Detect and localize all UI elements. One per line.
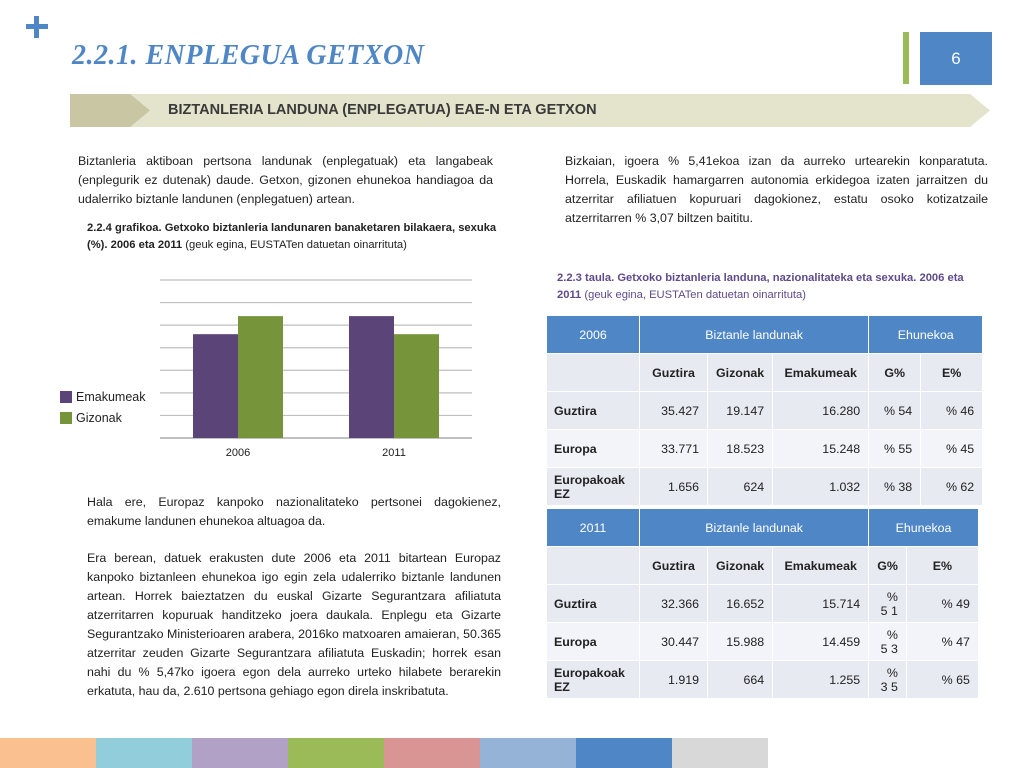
table-group-header: Biztanle landunak: [640, 316, 869, 354]
table-2011: [546, 508, 979, 699]
table-cell: % 49: [906, 585, 978, 623]
chart-bars: [193, 316, 439, 438]
bar-women-2011: [349, 316, 394, 438]
row-label: Europakoak EZ: [547, 661, 640, 699]
bar-men-2011: [394, 334, 439, 438]
table-cell: 35.427: [640, 392, 708, 430]
chart-caption-source: (geuk egina, EUSTATen datuetan oinarrituta): [182, 239, 407, 251]
legend-label-men: Gizonak: [76, 410, 122, 425]
legend-item-men: [60, 407, 145, 428]
column-header: Gizonak: [708, 354, 773, 392]
bar-men-2006: [238, 316, 283, 438]
table-cell: 18.523: [708, 430, 773, 468]
column-header: E%: [906, 547, 978, 585]
table-cell: 1.255: [773, 661, 869, 699]
bar-chart: [60, 270, 480, 470]
footer-stripe: [288, 738, 384, 768]
table-caption-bold: 2.2.3 taula. Getxoko biztanleria landuna, nazionalitateka eta sexuka. 2006 eta 2011: [557, 272, 964, 301]
left-para-3: Era berean, datuek erakusten dute 2006 eta 2011 bitartean Europaz kanpoko biztanleen ehunekoa igo egin zela udalerriko biztanle landunen artean. Horrek baieztatzen du euskal Gizarte Segurantzara afiliatuta atzerritarren kopuruak handitzeko joera daukala. Enplegu eta Gizarte Segurantzako Ministerioaren arabera, 2016ko matxoaren amaieran, 50.365 atzerritar zeuden Gizarte Segurantzara afiliatuta Euskadin; horrek esan nahi du % 5,47ko igoera egon dela aurreko urteko hilabete berarekin erkatuta, hau da, 2.610 pertsona gehiago egon direla inskribatuta.: [87, 551, 501, 698]
footer-stripe: [480, 738, 576, 768]
table-cell: 30.447: [640, 623, 708, 661]
page-title: 2.2.1. ENPLEGUA GETXON: [72, 40, 425, 71]
table-group-header: Biztanle landunak: [640, 509, 869, 547]
left-intro-text: Biztanleria aktiboan pertsona landunak (enplegatuak) eta langabeak (enplegurik ez dutenak) daude. Getxon, gizonen ehunekoa handiagoa da udalerriko biztanle landunen (enplegatuen) artean.: [78, 154, 493, 206]
column-header: Guztira: [640, 547, 708, 585]
table-cell: 664: [708, 661, 773, 699]
table-row: [547, 392, 983, 430]
column-header: Emakumeak: [773, 547, 869, 585]
row-label: Europa: [547, 623, 640, 661]
left-para-2: Hala ere, Europaz kanpoko nazionalitateko pertsonei dagokienez, emakume landunen ehunekoa altuagoa da.: [87, 495, 501, 528]
table-cell: % 54: [869, 392, 921, 430]
table-row: [547, 468, 983, 506]
bar-women-2006: [193, 334, 238, 438]
table-cell: 19.147: [708, 392, 773, 430]
table-corner: [547, 547, 640, 585]
table-cell: 16.280: [773, 392, 869, 430]
column-header: G%: [869, 354, 921, 392]
legend-label-women: Emakumeak: [76, 389, 146, 404]
table-cell: 14.459: [773, 623, 869, 661]
footer-stripe: [192, 738, 288, 768]
footer-stripe: [672, 738, 768, 768]
section-banner: [70, 94, 990, 127]
footer-stripe: [96, 738, 192, 768]
table-2006: [546, 315, 983, 506]
table-row: [547, 585, 979, 623]
right-intro-text: Bizkaian, igoera % 5,41ekoa izan da aurreko urtearekin konparatuta. Horrela, Euskadik hamargarren autonomia erkidegoa izaten jarraitzen du atzerritar afiliatuen kopuruari dagokionez, estatu osoko kotizatzaile atzerritarren % 3,07 biltzen baititu.: [565, 154, 988, 225]
accent-divider: [903, 32, 909, 84]
table-cell: 624: [708, 468, 773, 506]
x-tick-label: 2006: [225, 447, 251, 459]
table-pct-header: Ehunekoa: [869, 509, 979, 547]
table-cell: 33.771: [640, 430, 708, 468]
table-cell: 16.652: [708, 585, 773, 623]
table-cell: % 62: [921, 468, 983, 506]
table-cell: 15.988: [708, 623, 773, 661]
plus-icon: [26, 16, 48, 38]
footer-stripe: [0, 738, 96, 768]
column-header: Gizonak: [708, 547, 773, 585]
footer-stripe: [576, 738, 672, 768]
table-cell: % 5 3: [869, 623, 907, 661]
table-cell: % 45: [921, 430, 983, 468]
table-caption: [557, 270, 967, 304]
table-corner: [547, 354, 640, 392]
page-number: 6: [920, 32, 992, 85]
legend-item-women: [60, 386, 145, 407]
table-cell: 15.248: [773, 430, 869, 468]
table-cell: 15.714: [773, 585, 869, 623]
table-year: 2006: [547, 316, 640, 354]
chart-caption: [87, 220, 515, 254]
x-tick-label: 2011: [382, 447, 406, 459]
table-year: 2011: [547, 509, 640, 547]
footer-stripe: [384, 738, 480, 768]
footer-color-stripes: [0, 738, 768, 768]
row-label: Europakoak EZ: [547, 468, 640, 506]
legend-swatch-women: [60, 391, 72, 403]
column-header: Emakumeak: [773, 354, 869, 392]
table-pct-header: Ehunekoa: [869, 316, 983, 354]
table-cell: % 38: [869, 468, 921, 506]
table-cell: % 65: [906, 661, 978, 699]
table-cell: 32.366: [640, 585, 708, 623]
chart-legend: [60, 386, 145, 428]
chart-x-ticks: [226, 447, 406, 459]
row-label: Guztira: [547, 585, 640, 623]
table-cell: % 3 5: [869, 661, 907, 699]
table-cell: % 47: [906, 623, 978, 661]
chart-caption-bold: 2.2.4 grafikoa. Getxoko biztanleria landunaren banaketaren bilakaera, sexuka (%). 2006 eta 2011: [87, 222, 497, 251]
legend-swatch-men: [60, 412, 72, 424]
column-header: Guztira: [640, 354, 708, 392]
table-cell: 1.032: [773, 468, 869, 506]
banner-title: BIZTANLERIA LANDUNA (ENPLEGATUA) EAE-N ETA GETXON: [168, 102, 597, 118]
row-label: Guztira: [547, 392, 640, 430]
table-caption-source: (geuk egina, EUSTATen datuetan oinarrituta): [581, 289, 806, 301]
column-header: G%: [869, 547, 907, 585]
table-cell: 1.919: [640, 661, 708, 699]
table-cell: 1.656: [640, 468, 708, 506]
table-row: [547, 623, 979, 661]
row-label: Europa: [547, 430, 640, 468]
table-row: [547, 430, 983, 468]
table-cell: % 46: [921, 392, 983, 430]
column-header: E%: [921, 354, 983, 392]
table-cell: % 55: [869, 430, 921, 468]
table-row: [547, 661, 979, 699]
table-cell: % 5 1: [869, 585, 907, 623]
